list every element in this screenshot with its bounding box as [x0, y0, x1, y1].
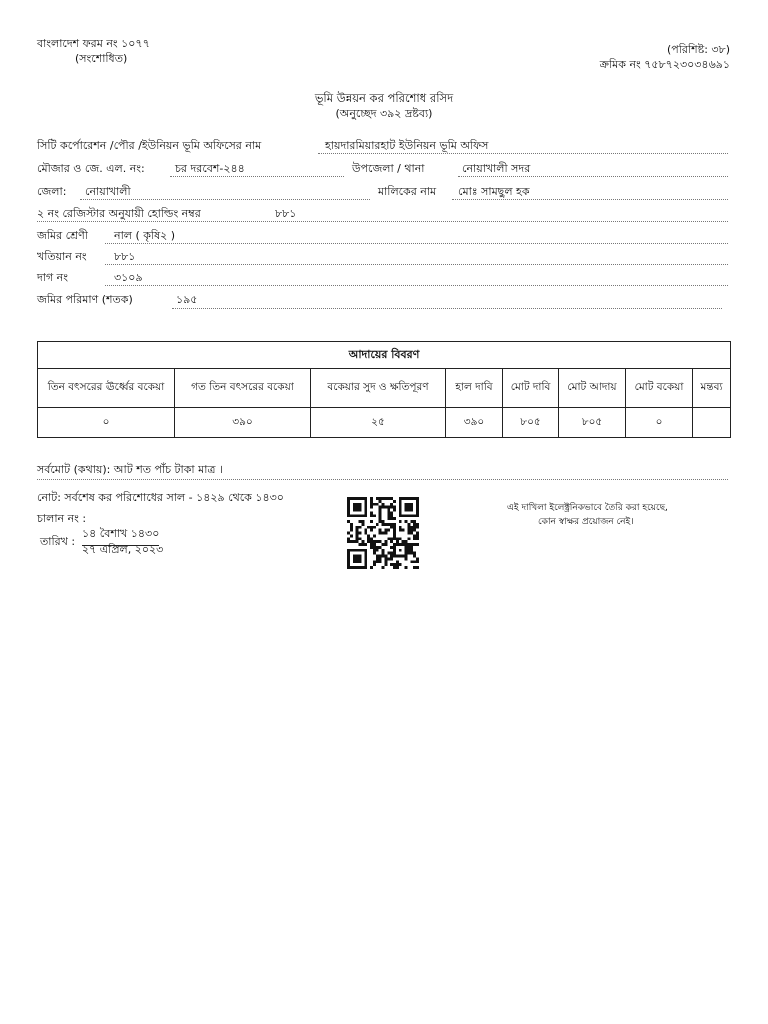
land-class-label: জমির শ্রেণী: [37, 229, 88, 242]
value-total-collection: ৮০৫: [559, 408, 626, 438]
land-area-value: ১৯৫: [176, 293, 198, 306]
header-total-collection: মোট আদায়: [559, 369, 626, 408]
value-total-arrears: ০: [626, 408, 693, 438]
collection-table: [37, 341, 731, 438]
qr-code-icon: [347, 497, 419, 569]
office-name-line: [318, 153, 728, 154]
district-line: [80, 199, 370, 200]
owner-value: মোঃ সামছুল হক: [458, 185, 530, 198]
holding-value: ৮৮১: [275, 207, 297, 220]
dag-value: ৩১০৯: [114, 271, 143, 284]
appendix-label: (পরিশিষ্ট: ৩৮): [667, 43, 730, 56]
header-interest-compensation: বকেয়ার সুদ ও ক্ষতিপূরণ: [311, 369, 446, 408]
electronic-notice-line2: কোন স্বাক্ষর প্রয়োজন নেই।: [538, 517, 634, 527]
serial-number: ক্রমিক নং ৭৫৮৭২৩০৩৪৬৯১: [599, 58, 730, 71]
land-class-value: নাল ( কৃষি২ ): [114, 229, 176, 242]
mouza-label: মৌজার ও জে. এল. নং:: [37, 162, 145, 175]
mouza-value: চর দরবেশ-২৪৪: [175, 162, 245, 175]
value-arrears-over-three-years: ০: [38, 408, 175, 438]
upazila-line: [458, 176, 728, 177]
dag-label: দাগ নং: [37, 271, 68, 284]
collection-caption: আদায়ের বিবরণ: [38, 342, 731, 369]
value-current-demand: ৩৯০: [446, 408, 503, 438]
khatian-line: [105, 264, 728, 265]
district-value: নোয়াখালী: [85, 185, 131, 198]
khatian-label: খতিয়ান নং: [37, 250, 87, 263]
value-arrears-last-three-years: ৩৯০: [175, 408, 311, 438]
date-bangla: ১৪ বৈশাখ ১৪৩০: [82, 525, 159, 546]
value-total-demand: ৮০৫: [503, 408, 559, 438]
holding-line: [37, 221, 728, 222]
dag-line: [105, 285, 728, 286]
form-number: বাংলাদেশ ফরম নং ১০৭৭: [37, 37, 150, 50]
payment-note: নোট: সর্বশেষ কর পরিশোধের সাল - ১৪২৯ থেকে ১৪৩০: [37, 491, 284, 504]
header-arrears-last-three-years: গত তিন বৎসরের বকেয়া: [175, 369, 311, 408]
mouza-line: [170, 176, 344, 177]
holding-label: ২ নং রেজিস্টার অনুযায়ী হোল্ডিং নম্বর: [37, 207, 201, 220]
owner-line: [452, 199, 728, 200]
header-arrears-over-three-years: তিন বৎসরের ঊর্ধ্বের বকেয়া: [38, 369, 175, 408]
total-line: [37, 479, 728, 480]
document-title: ভূমি উন্নয়ন কর পরিশোধ রসিদ: [314, 91, 454, 105]
district-label: জেলা:: [37, 185, 67, 198]
value-interest-compensation: ২৫: [311, 408, 446, 438]
land-area-line: [172, 308, 722, 309]
header-current-demand: হাল দাবি: [446, 369, 503, 408]
electronic-notice-line1: এই দাখিলা ইলেক্ট্রনিকভাবে তৈরি করা হয়েছে,: [507, 503, 668, 513]
upazila-label: উপজেলা / থানা: [352, 162, 425, 175]
table-row: [38, 408, 731, 438]
header-total-arrears: মোট বকেয়া: [626, 369, 693, 408]
khatian-value: ৮৮১: [114, 250, 136, 263]
office-name-label: সিটি কর্পোরেশন /পৌর /ইউনিয়ন ভূমি অফিসের নাম: [37, 139, 262, 152]
land-area-label: জমির পরিমাণ (শতক): [37, 293, 133, 306]
revised-label: (সংশোধিত): [75, 52, 128, 65]
date-gregorian: ২৭ এপ্রিল, ২০২৩: [82, 543, 164, 556]
value-remarks: [693, 408, 731, 438]
header-total-demand: মোট দাবি: [503, 369, 559, 408]
total-in-words: সর্বমোট (কথায়): আট শত পাঁচ টাকা মাত্র ।: [37, 463, 223, 476]
date-label: তারিখ :: [40, 535, 76, 548]
header-remarks: মন্তব্য: [693, 369, 731, 408]
office-name-value: হায়দারমিয়ারহাট ইউনিয়ন ভূমি অফিস: [325, 139, 489, 152]
document-subtitle: (অনুচ্ছেদ ৩৯২ দ্রষ্টব্য): [335, 107, 433, 120]
upazila-value: নোয়াখালী সদর: [462, 162, 531, 175]
land-class-line: [105, 243, 728, 244]
challan-label: চালান নং :: [37, 512, 87, 525]
owner-label: মালিকের নাম: [378, 185, 437, 198]
